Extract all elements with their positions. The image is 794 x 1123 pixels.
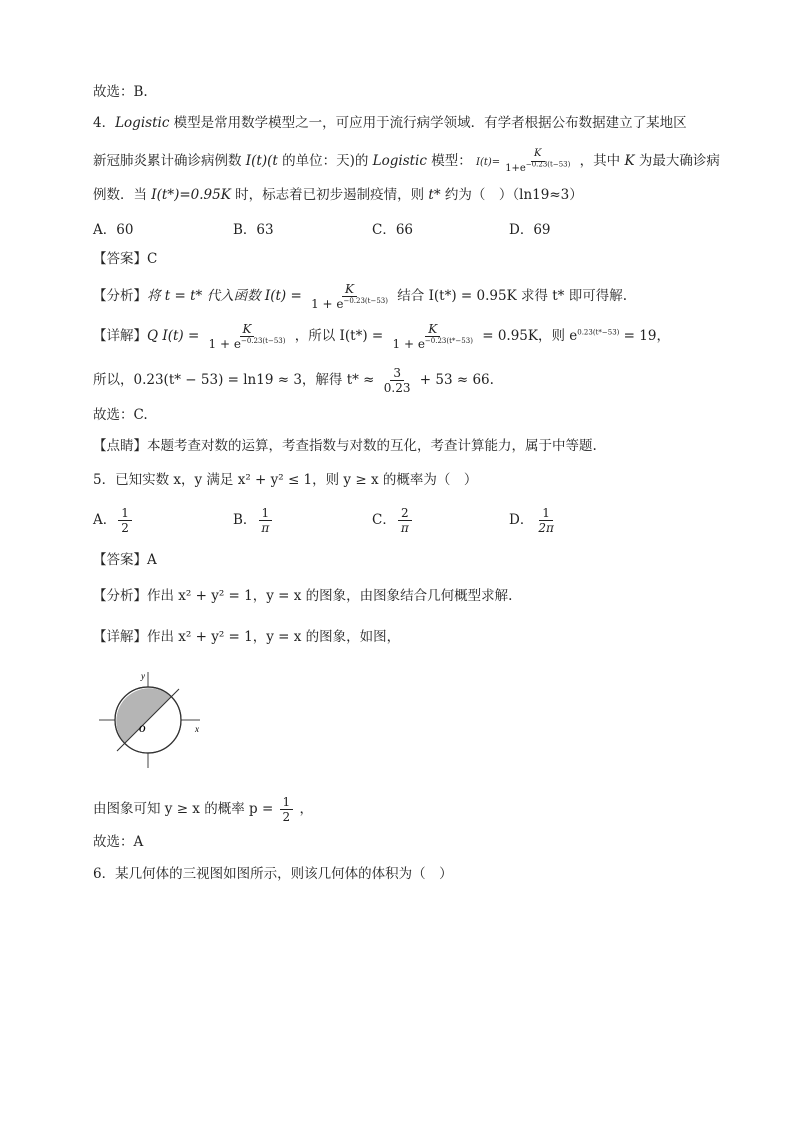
question-4-line-2: 新冠肺炎累计确诊病例数 I(t)(t 的单位：天)的 Logistic 模型： I(t)= $\frac{K}{1+e^{-0.23(t-53)}}$ ，其中 K 为最大确诊病	[93, 148, 720, 174]
y-axis-label: y	[141, 671, 145, 681]
answer-choice-line: 故选：B.	[93, 84, 148, 100]
detail-5: 【详解】作出 x² + y² = 1，y = x 的图象，如图，	[93, 629, 401, 645]
comment-4: 【点睛】本题考查对数的运算，考查指数与对数的互化，考查计算能力，属于中等题.	[93, 438, 597, 454]
option-b: B． $\frac{1}{\pi}$	[233, 506, 274, 535]
conclusion-5: 由图象可知 y ≥ x 的概率 p = $\frac{1}{2}$ ，	[93, 795, 313, 824]
origin-label: O	[139, 724, 146, 734]
detail-4: 【详解】Q I(t) = $\frac{K}{1 + e^{-0.23(t-53)}}$ ，所以 I(t*) = $\frac{K}{1 + e^{-0.23(t*-53)}}$ = 0.95K，则 $e^{0.23(t*-53)} = 19$，	[93, 322, 670, 351]
option-a: A．60	[93, 222, 134, 238]
analysis-5: 【分析】作出 x² + y² = 1，y = x 的图象，由图象结合几何概型求解.	[93, 588, 513, 604]
answer-choice-line: 故选：C.	[93, 407, 148, 423]
option-c: C．66	[372, 222, 414, 238]
option-a: A． $\frac{1}{2}$	[93, 506, 134, 535]
question-6: 6．某几何体的三视图如图所示，则该几何体的体积为（ ）	[93, 866, 453, 882]
option-d: D．69	[509, 222, 551, 238]
model-formula: $\frac{K}{1+e^{-0.23(t-53)}}$	[505, 148, 571, 174]
analysis-4: 【分析】将 t = t* 代入函数 I(t) = $\frac{K}{1 + e^{-0.23(t-53)}}$ 结合 I(t*) = 0.95K 求得 t* 即可得解.	[93, 282, 627, 311]
detail-4-cont: 所以，0.23(t* − 53) = ln19 ≈ 3，解得 t* ≈ $\frac{3}{0.23}$ + 53 ≈ 66.	[93, 366, 494, 395]
unit-circle-figure	[95, 668, 210, 770]
question-5: 5．已知实数 x，y 满足 x² + y² ≤ 1，则 y ≥ x 的概率为（ ）	[93, 472, 478, 488]
option-b: B．63	[233, 222, 274, 238]
x-axis-label: x	[195, 724, 199, 734]
question-4-line-1: 4．Logistic 模型是常用数学模型之一，可应用于流行病学领域．有学者根据公布数据建立了某地区	[93, 115, 687, 131]
answer-5: 【答案】A	[93, 552, 157, 568]
question-4-line-3: 例数．当 I(t*)=0.95K 时，标志着已初步遏制疫情，则 t* 约为（ ）（ln19≈3）	[93, 187, 583, 203]
option-d: D． $\frac{1}{2\pi}$	[509, 506, 554, 535]
option-c: C． $\frac{2}{\pi}$	[372, 506, 414, 535]
answer-choice-line: 故选：A	[93, 834, 144, 850]
answer-4: 【答案】C	[93, 251, 158, 267]
